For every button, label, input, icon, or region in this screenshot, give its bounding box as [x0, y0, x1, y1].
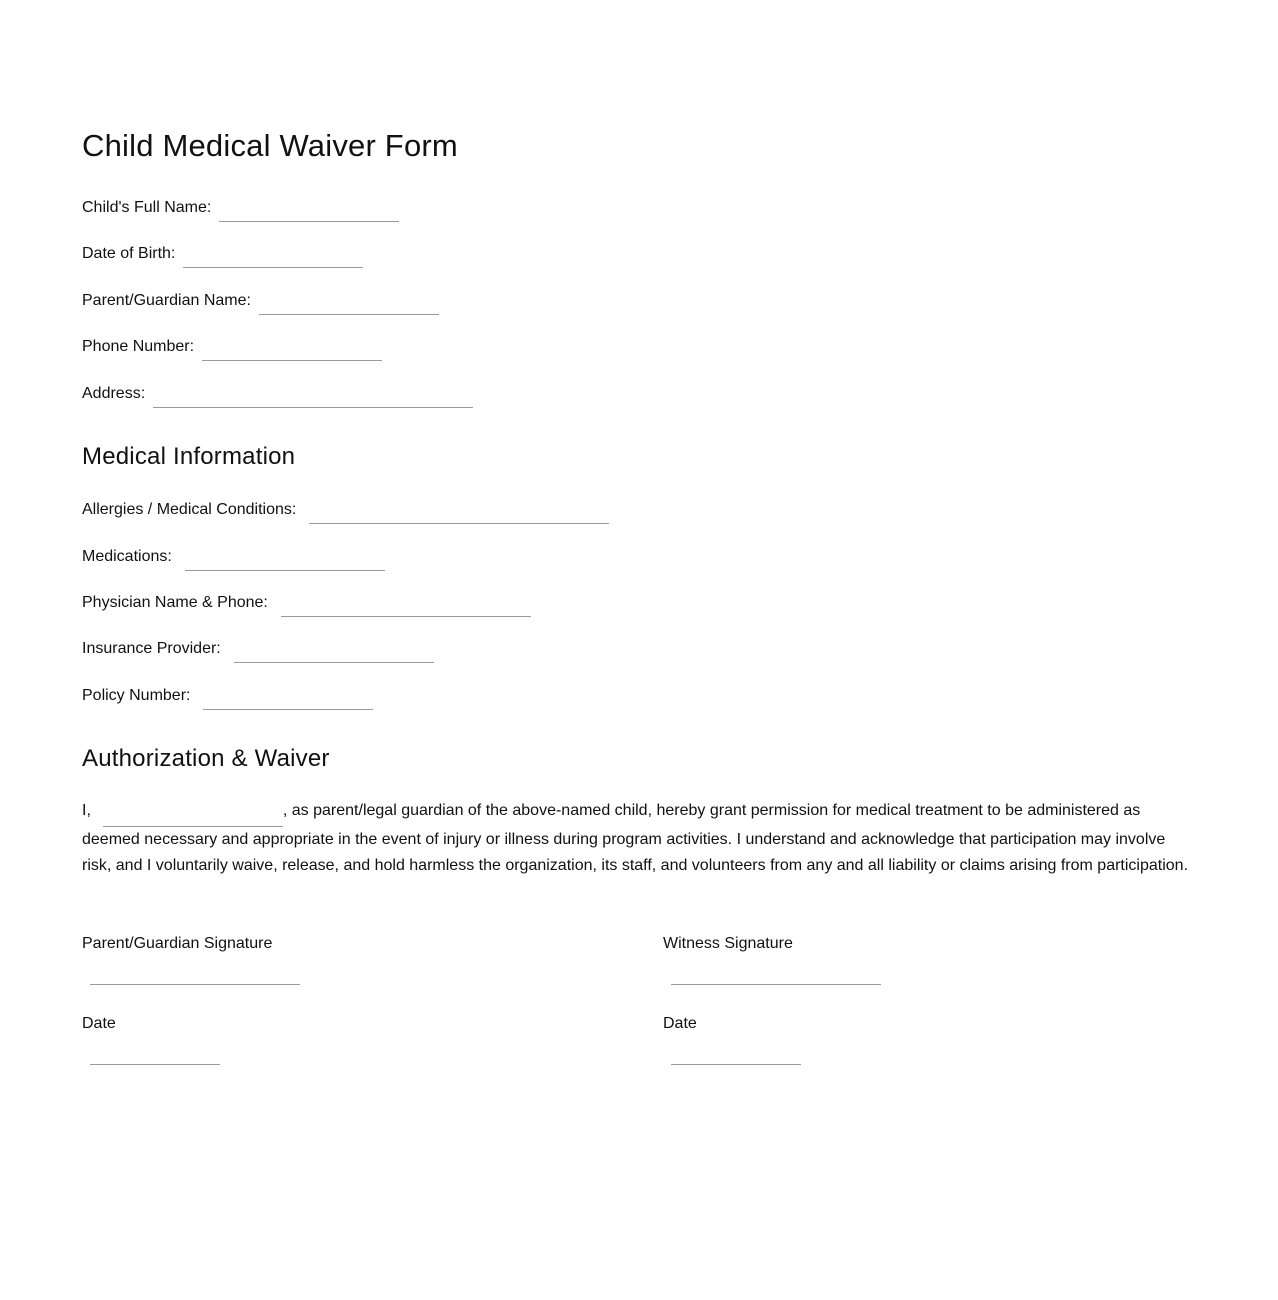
guardian-name-row [82, 292, 439, 318]
witness-date-label: Date [663, 1015, 697, 1032]
witness-signature-label: Witness Signature [663, 935, 793, 952]
address-label: Address: [82, 385, 146, 402]
policy-number-field[interactable] [203, 692, 373, 710]
insurance-provider-label: Insurance Provider: [82, 640, 221, 657]
date-of-birth-field[interactable] [183, 250, 363, 268]
parent-signature-label: Parent/Guardian Signature [82, 935, 273, 952]
phone-number-row [82, 338, 382, 364]
physician-label: Physician Name & Phone: [82, 594, 268, 611]
phone-number-label: Phone Number: [82, 338, 195, 355]
authorization-paragraph [82, 798, 1197, 878]
guardian-name-inline-field[interactable] [103, 809, 283, 827]
authorization-body: , as parent/legal guardian of the above-named child, hereby grant permission for medical treatment to be administered as deemed necessary and appropriate in the event of injury or illness during program activities. I understand and acknowledge that participation may involve risk, and I voluntarily waive, release, and hold harmless the organization, its staff, and volunteers from any and all liability or claims arising from participation. [82, 802, 1189, 874]
allergies-row [82, 501, 609, 527]
policy-number-row [82, 687, 373, 713]
date-of-birth-label: Date of Birth: [82, 245, 176, 262]
allergies-field[interactable] [309, 506, 609, 524]
parent-date-field[interactable] [90, 1047, 220, 1065]
date-of-birth-row [82, 245, 363, 271]
parent-date-label: Date [82, 1015, 116, 1032]
child-name-row [82, 199, 399, 225]
phone-number-field[interactable] [202, 343, 382, 361]
parent-signature-field[interactable] [90, 967, 300, 985]
witness-date-field[interactable] [671, 1047, 801, 1065]
allergies-label: Allergies / Medical Conditions: [82, 501, 297, 518]
medical-info-heading: Medical Information [82, 443, 296, 470]
child-name-field[interactable] [219, 204, 399, 222]
guardian-name-label: Parent/Guardian Name: [82, 292, 251, 309]
address-row [82, 385, 473, 411]
form-title: Child Medical Waiver Form [82, 128, 458, 163]
address-field[interactable] [153, 390, 473, 408]
physician-field[interactable] [281, 599, 531, 617]
guardian-name-field[interactable] [259, 297, 439, 315]
medications-field[interactable] [185, 553, 385, 571]
witness-signature-field[interactable] [671, 967, 881, 985]
policy-number-label: Policy Number: [82, 687, 191, 704]
authorization-prefix: I, [82, 802, 91, 819]
child-name-label: Child's Full Name: [82, 199, 212, 216]
medications-row [82, 548, 385, 574]
insurance-provider-row [82, 640, 434, 666]
authorization-heading: Authorization & Waiver [82, 745, 330, 772]
medications-label: Medications: [82, 548, 172, 565]
insurance-provider-field[interactable] [234, 645, 434, 663]
physician-row [82, 594, 531, 620]
